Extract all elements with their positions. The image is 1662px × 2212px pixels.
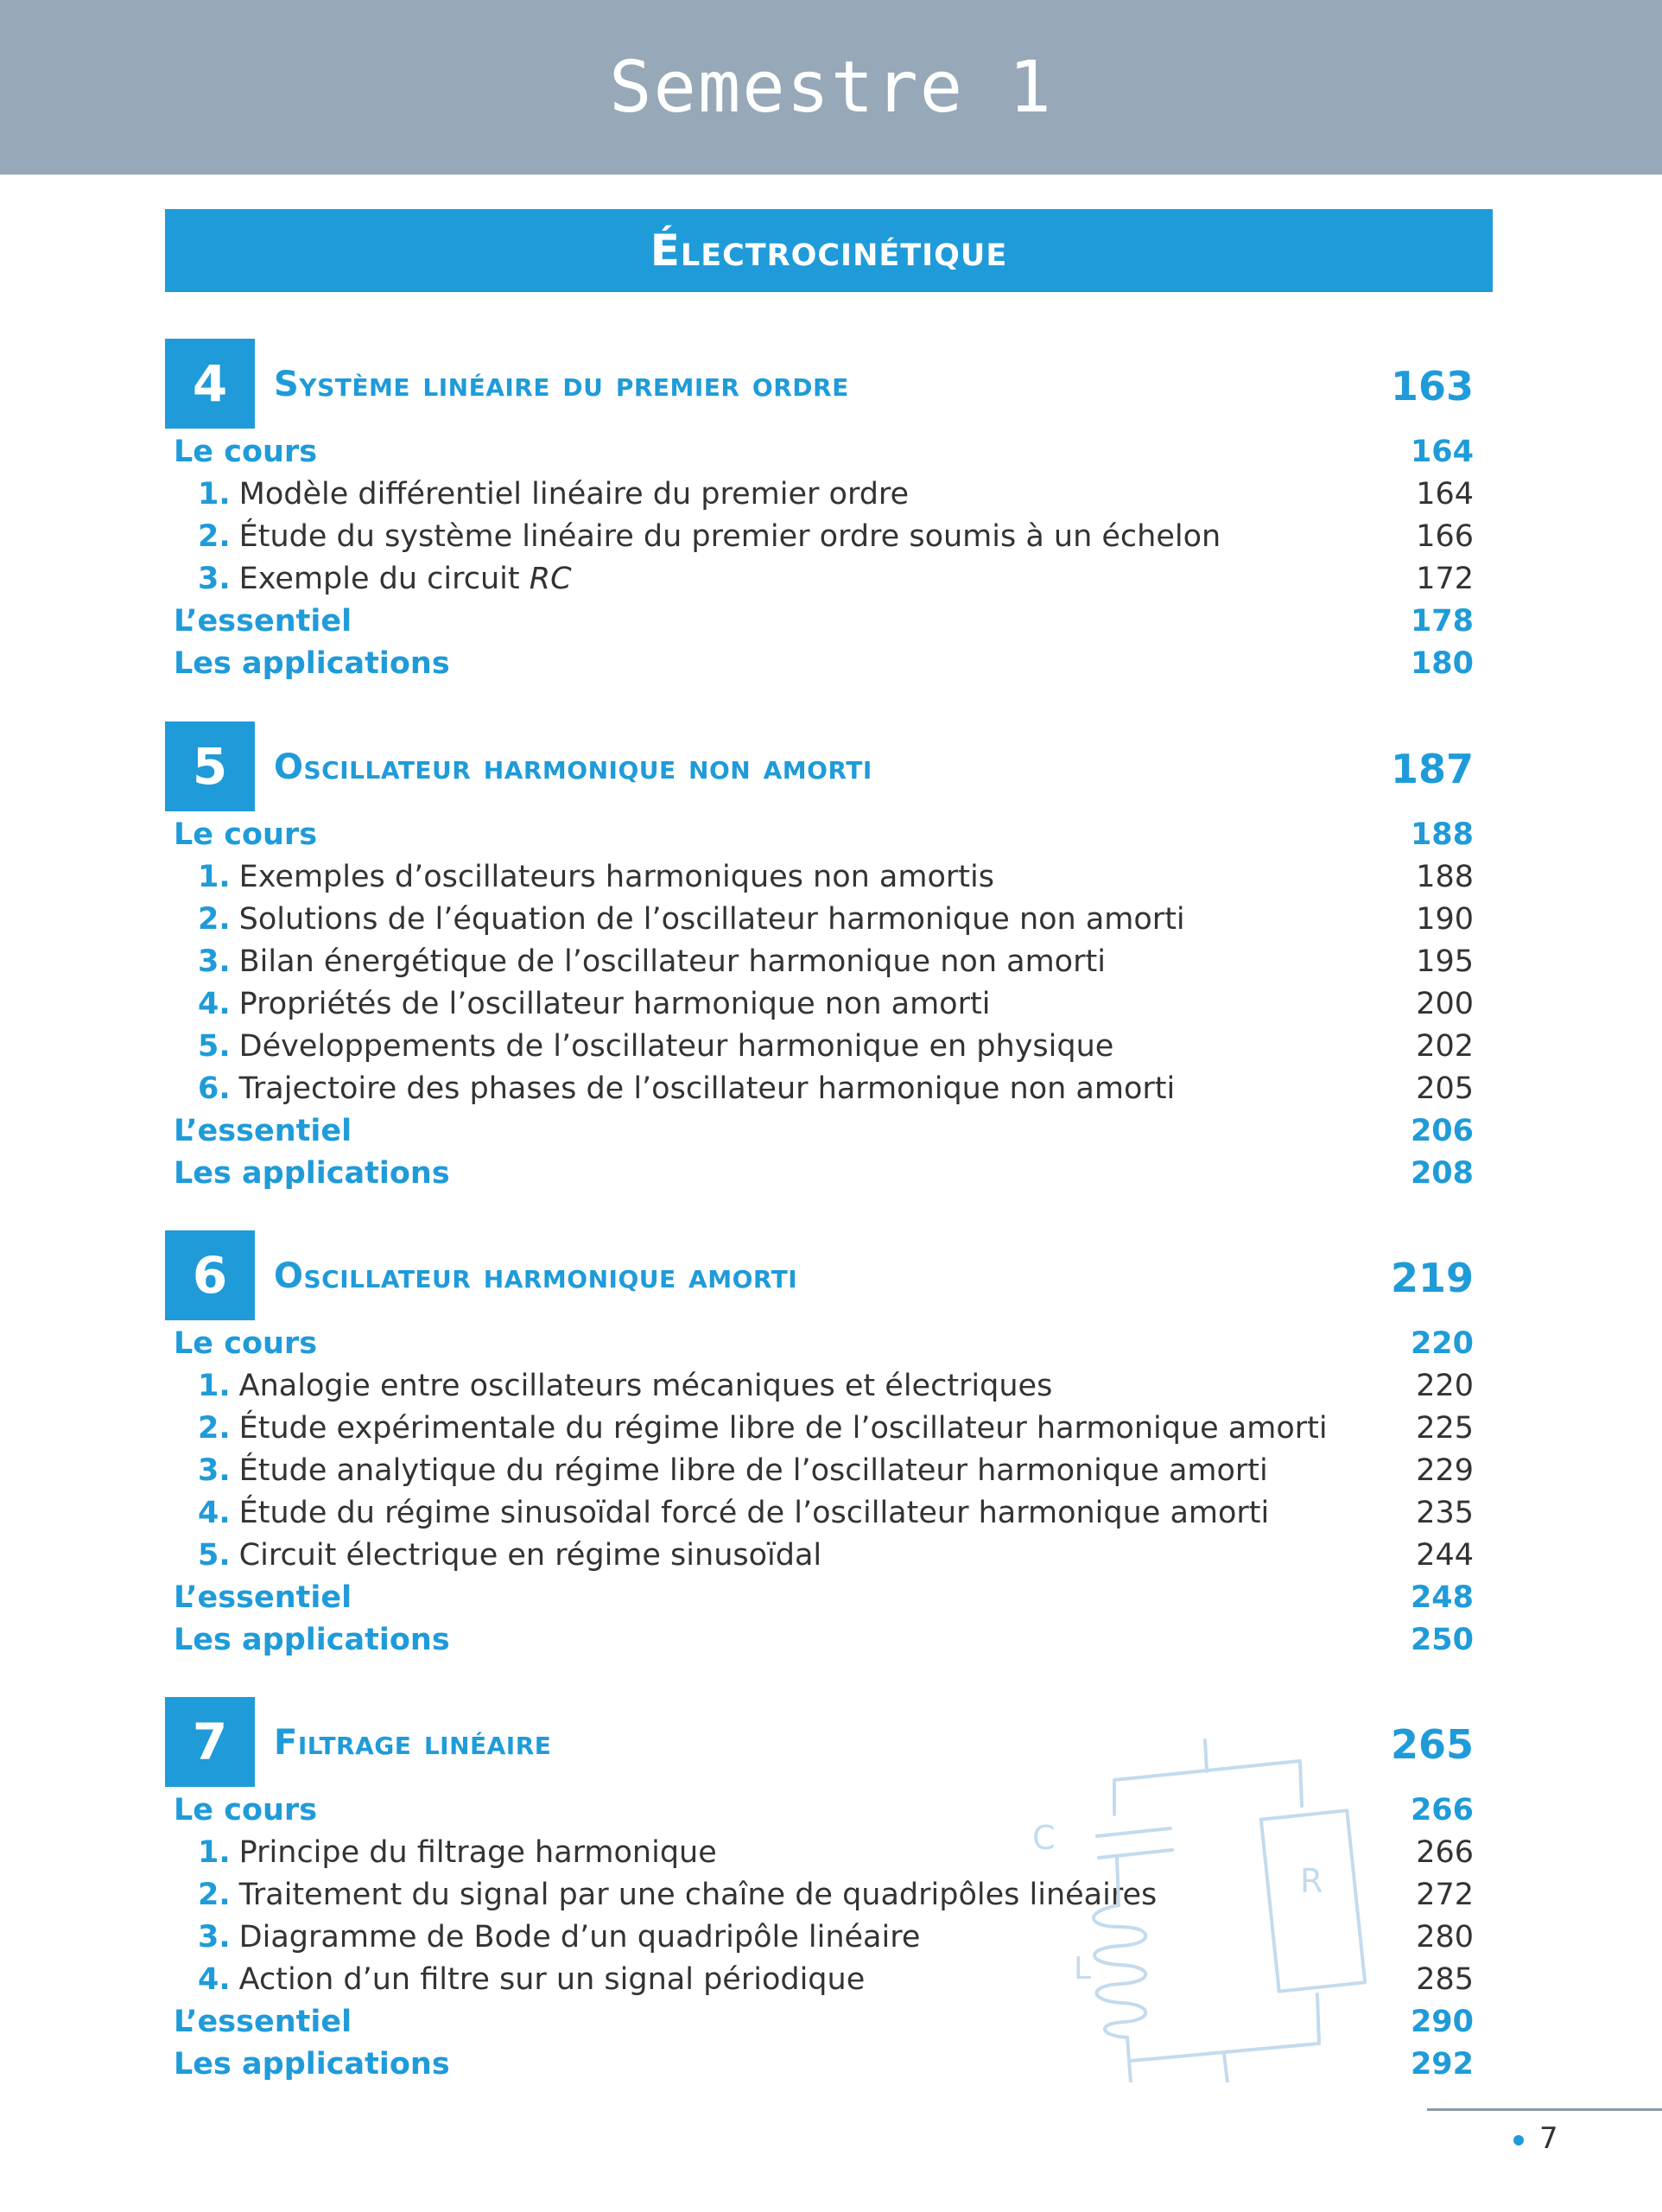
entry-label: Les applications	[174, 645, 450, 681]
subentry-page: 229	[1416, 1452, 1474, 1488]
subentry-text: Exemples d’oscillateurs harmoniques non amortis	[238, 859, 994, 894]
subentry-text: Analogie entre oscillateurs mécaniques et électriques	[238, 1368, 1053, 1403]
subentry-page: 205	[1416, 1071, 1474, 1106]
subentry-number: 2.	[198, 1410, 231, 1446]
page-number: 7	[1539, 2121, 1558, 2156]
entry-page: 164	[1410, 434, 1474, 469]
toc-subentry[interactable]	[165, 940, 1493, 982]
subentry-text: Étude du système linéaire du premier ordre soumis à un échelon	[238, 518, 1221, 554]
entry-page: 180	[1410, 645, 1474, 681]
toc-entry-applications[interactable]	[165, 1618, 1493, 1661]
subentry-page: 285	[1416, 1961, 1474, 1997]
subentry-number: 4.	[198, 1495, 231, 1530]
bullet-icon	[1513, 2135, 1524, 2145]
subentry-number: 4.	[198, 1961, 231, 1997]
inductor-label: L	[1074, 1951, 1092, 1986]
entry-label: L’essentiel	[174, 603, 352, 639]
capacitor-plate-top	[1097, 1828, 1170, 1836]
subentry-number: 6.	[198, 1071, 231, 1106]
toc-entry-cours[interactable]	[165, 430, 1493, 473]
capacitor-plate-bottom	[1099, 1850, 1172, 1858]
capacitor-label: C	[1032, 1819, 1056, 1857]
entry-page: 266	[1410, 1792, 1474, 1827]
subentry-page: 172	[1416, 561, 1474, 596]
subentry-page: 164	[1416, 476, 1474, 512]
toc-entry-essentiel[interactable]	[165, 1109, 1493, 1152]
chapter-header	[165, 339, 1493, 429]
capacitor-lead	[1117, 1858, 1119, 1905]
subentry-number: 4.	[198, 986, 231, 1021]
subentry-number: 5.	[198, 1028, 231, 1064]
resistor-body	[1261, 1810, 1365, 1991]
subentry-number: 3.	[198, 561, 231, 596]
entry-page: 250	[1410, 1622, 1474, 1657]
entry-label: Les applications	[174, 2046, 450, 2082]
subentry-text: Exemple du circuit RC	[238, 561, 572, 596]
chapter-page[interactable]: 265	[1390, 1721, 1474, 1768]
toc-subentry[interactable]	[165, 1067, 1493, 1109]
subentry-page: 244	[1416, 1537, 1474, 1573]
chapter-6	[165, 1230, 1493, 1661]
subentry-text: Traitement du signal par une chaîne de quadripôles linéaires	[238, 1877, 1158, 1912]
subentry-text: Étude expérimentale du régime libre de l’oscillateur harmonique amorti	[238, 1410, 1328, 1446]
subentry-page: 280	[1416, 1919, 1474, 1955]
chapter-number-box: 4	[165, 339, 255, 429]
subentry-text: Développements de l’oscillateur harmonique en physique	[238, 1028, 1114, 1064]
entry-label: Les applications	[174, 1622, 450, 1657]
subentry-number: 1.	[198, 859, 231, 894]
entry-page: 208	[1410, 1155, 1474, 1191]
chapter-number-box: 7	[165, 1697, 255, 1787]
toc-subentry[interactable]	[165, 898, 1493, 940]
subentry-number: 5.	[198, 1537, 231, 1573]
subentry-page: 200	[1416, 986, 1474, 1021]
entry-label: L’essentiel	[174, 1113, 352, 1148]
subentry-text: Solutions de l’équation de l’oscillateur harmonique non amorti	[238, 901, 1185, 937]
toc-subentry[interactable]	[165, 1407, 1493, 1449]
toc-entry-applications[interactable]	[165, 642, 1493, 684]
subentry-page: 166	[1416, 518, 1474, 554]
entry-page: 248	[1410, 1580, 1474, 1615]
subentry-page: 266	[1416, 1834, 1474, 1870]
section-title: Électrocinétique	[650, 226, 1008, 276]
subentry-number: 1.	[198, 1834, 231, 1870]
toc-subentry[interactable]	[165, 1491, 1493, 1534]
subentry-page: 272	[1416, 1877, 1474, 1912]
entry-label: L’essentiel	[174, 2004, 352, 2039]
subentry-page: 188	[1416, 859, 1474, 894]
subentry-page: 195	[1416, 944, 1474, 979]
entry-page: 206	[1410, 1113, 1474, 1148]
chapter-title[interactable]: Oscillateur harmonique non amorti	[274, 747, 872, 787]
subentry-number: 2.	[198, 1877, 231, 1912]
chapter-page[interactable]: 187	[1390, 746, 1474, 792]
subentry-number: 3.	[198, 1919, 231, 1955]
circuit-bottom-lead	[1224, 2054, 1227, 2082]
semester-title: Semestre 1	[609, 46, 1053, 129]
entry-label: Le cours	[174, 434, 318, 469]
subentry-text: Action d’un filtre sur un signal périodique	[238, 1961, 866, 1997]
resistor-label: R	[1300, 1862, 1323, 1900]
inductor-coil	[1094, 1905, 1145, 2037]
entry-label: L’essentiel	[174, 1580, 352, 1615]
toc-subentry[interactable]	[165, 473, 1493, 515]
chapter-title[interactable]: Oscillateur harmonique amorti	[274, 1256, 798, 1296]
toc-entry-cours[interactable]	[165, 1322, 1493, 1364]
subentry-number: 2.	[198, 901, 231, 937]
footer-rule	[1427, 2108, 1662, 2111]
subentry-page: 202	[1416, 1028, 1474, 1064]
semester-banner	[0, 0, 1662, 175]
toc-subentry[interactable]	[165, 1449, 1493, 1491]
entry-label: Le cours	[174, 817, 318, 852]
chapter-4	[165, 339, 1493, 684]
chapter-number-box: 5	[165, 721, 255, 811]
subentry-page: 235	[1416, 1495, 1474, 1530]
toc-subentry[interactable]	[165, 1364, 1493, 1407]
chapter-number-box: 6	[165, 1230, 255, 1320]
subentry-number: 3.	[198, 944, 231, 979]
subentry-text: Trajectoire des phases de l’oscillateur harmonique non amorti	[238, 1071, 1176, 1106]
chapter-5	[165, 721, 1493, 1194]
subentry-number: 1.	[198, 1368, 231, 1403]
subentry-page: 225	[1416, 1410, 1474, 1446]
subentry-page: 190	[1416, 901, 1474, 937]
chapter-header	[165, 1230, 1493, 1320]
toc-entry-cours[interactable]	[165, 813, 1493, 855]
chapter-title[interactable]: Système linéaire du premier ordre	[274, 365, 849, 404]
chapter-title[interactable]: Filtrage linéaire	[274, 1723, 552, 1763]
entry-page: 188	[1410, 817, 1474, 852]
subentry-number: 1.	[198, 476, 231, 512]
entry-label: Les applications	[174, 1155, 450, 1191]
subentry-number: 2.	[198, 518, 231, 554]
rlc-circuit-illustration	[1024, 1719, 1386, 2082]
resistor-lead	[1131, 1994, 1319, 2061]
subentry-text: Étude analytique du régime libre de l’oscillateur harmonique amorti	[238, 1452, 1268, 1488]
chapter-page[interactable]: 163	[1390, 363, 1474, 410]
entry-label: Le cours	[174, 1325, 318, 1361]
toc-entry-essentiel[interactable]	[165, 1576, 1493, 1618]
subentry-text: Principe du filtrage harmonique	[238, 1834, 717, 1870]
subentry-text: Modèle différentiel linéaire du premier ordre	[238, 476, 910, 512]
subentry-text: Bilan énergétique de l’oscillateur harmonique non amorti	[238, 944, 1106, 979]
subentry-text: Étude du régime sinusoïdal forcé de l’oscillateur harmonique amorti	[238, 1495, 1270, 1530]
toc-subentry[interactable]	[165, 855, 1493, 898]
chapter-header	[165, 721, 1493, 811]
toc-entry-applications[interactable]	[165, 1152, 1493, 1194]
toc-subentry[interactable]	[165, 515, 1493, 557]
entry-page: 178	[1410, 603, 1474, 639]
entry-label: Le cours	[174, 1792, 318, 1827]
toc-entry-essentiel[interactable]	[165, 600, 1493, 642]
section-heading-band	[165, 209, 1493, 292]
subentry-number: 3.	[198, 1452, 231, 1488]
entry-page: 220	[1410, 1325, 1474, 1361]
toc-subentry[interactable]	[165, 1025, 1493, 1067]
subentry-page: 220	[1416, 1368, 1474, 1403]
toc-subentry[interactable]	[165, 557, 1493, 600]
subentry-text: Propriétés de l’oscillateur harmonique non amorti	[238, 986, 991, 1021]
subentry-text: Diagramme de Bode d’un quadripôle linéaire	[238, 1919, 921, 1955]
circuit-top-lead	[1205, 1740, 1207, 1771]
toc-subentry[interactable]	[165, 1534, 1493, 1576]
entry-page: 290	[1410, 2004, 1474, 2039]
chapter-page[interactable]: 219	[1390, 1255, 1474, 1301]
subentry-text: Circuit électrique en régime sinusoïdal	[238, 1537, 822, 1573]
entry-page: 292	[1410, 2046, 1474, 2082]
toc-subentry[interactable]	[165, 982, 1493, 1025]
